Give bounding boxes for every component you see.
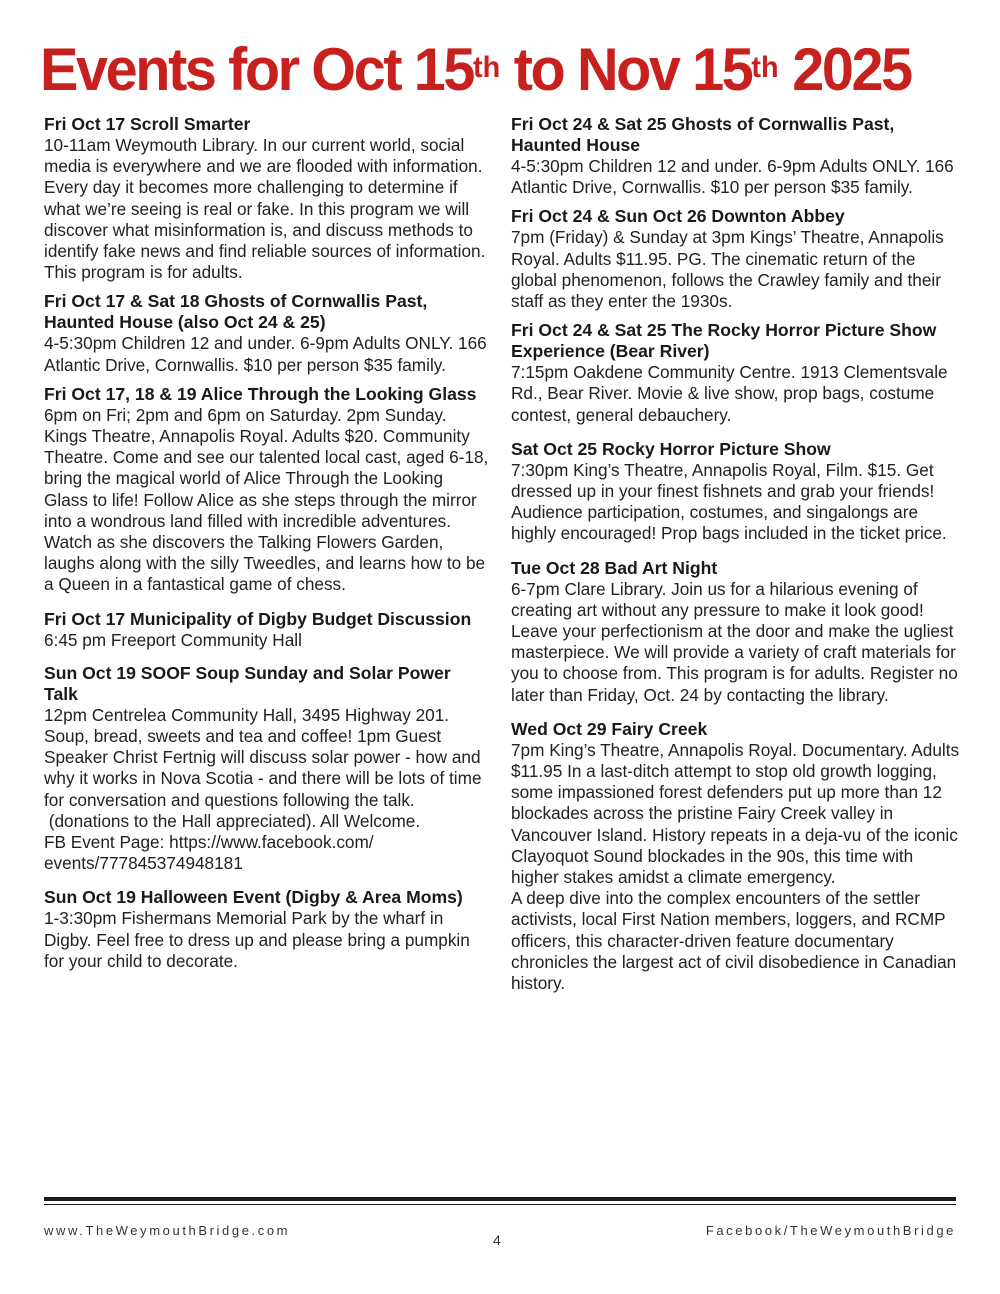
event-title: Fri Oct 24 & Sat 25 Ghosts of Cornwallis Past, Haunted House [511, 114, 895, 155]
event-description-main: 12pm Centrelea Community Hall, 3495 Highway 201. Soup, bread, sweets and tea and coffee! 1pm Guest Speaker Christ Fertnig will discuss solar power - how and why it works in Nova Scotia - and there will be lots of time for conversation and questions following the talk. [44, 704, 482, 810]
event-description: 6:45 pm Freeport Community Hall [44, 629, 302, 650]
event-description [511, 740, 963, 994]
event-alice-looking-glass [44, 384, 489, 596]
event-description-donations: (donations to the Hall appreciated). All Welcome. [44, 810, 421, 831]
event-title: Sun Oct 19 SOOF Soup Sunday and Solar Power Talk [44, 662, 451, 704]
event-facebook-link[interactable]: FB Event Page: https://www.facebook.com/ events/777845374948181 [44, 832, 374, 874]
event-description: 10-11am Weymouth Library. In our current world, social media is everywhere and we are flooded with information. Every day it becomes more challenging to determine if what we’re seeing is real or fake. In this program we will discover what misinformation is, and discuss methods to identify fake news and find reliable sources of information. This program is for adults. [44, 135, 486, 283]
left-column [44, 114, 489, 972]
event-ghosts-cornwallis-oct24 [511, 114, 963, 198]
event-title: Sun Oct 19 Halloween Event (Digby & Area Moms) [44, 887, 463, 908]
event-digby-budget [44, 609, 489, 651]
event-title: Fri Oct 24 & Sun Oct 26 Downton Abbey [511, 206, 845, 227]
event-description: 4-5:30pm Children 12 and under. 6-9pm Adults ONLY. 166 Atlantic Drive, Cornwallis. $10 per person $35 family. [44, 333, 487, 375]
event-description-main: 7pm King’s Theatre, Annapolis Royal. Documentary. Adults $11.95 In a last-ditch attempt to stop old growth logging, some impassioned forest defenders put up more than 12 blockades across the pristine Fairy Creek valley in Vancouver Island. History repeats in a deja-vu of the iconic Clayoquot Sound blockades in the 90s, this time with higher stakes amidst a climate emergency. [511, 739, 960, 888]
event-fairy-creek [511, 719, 963, 994]
event-bad-art-night [511, 558, 963, 706]
footer-facebook[interactable]: Facebook/TheWeymouthBridge [705, 1223, 956, 1238]
event-halloween-digby [44, 887, 489, 972]
event-description: 7pm (Friday) & Sunday at 3pm Kings’ Theatre, Annapolis Royal. Adults $11.95. PG. The cinematic return of the global phenomenon, follows the Crawley family and their staff as they enter the 1930s. [511, 227, 944, 312]
event-description: 7:15pm Oakdene Community Centre. 1913 Clementsvale Rd., Bear River. Movie & live show, prop bags, costume contest, general debauchery. [511, 362, 948, 425]
event-description: 6pm on Fri; 2pm and 6pm on Saturday. 2pm Sunday. Kings Theatre, Annapolis Royal. Adults $20. Community Theatre. Come and see our talented local cast, aged 6-18, bring the magical world of Alice Through the Looking Glass to life! Follow Alice as she steps through the mirror into a wondrous land filled with incredible adventures. Watch as she discovers the Talking Flowers Garden, laughs along with the silly Tweedles, and learns how to be a Queen in a fantastical game of chess. [44, 404, 489, 595]
event-description: 1-3:30pm Fishermans Memorial Park by the wharf in Digby. Feel free to dress up and please bring a pumpkin for your child to decorate. [44, 908, 470, 971]
event-scroll-smarter [44, 114, 489, 283]
footer-divider-thin [44, 1204, 956, 1205]
event-title: Fri Oct 24 & Sat 25 The Rocky Horror Picture Show Experience (Bear River) [511, 320, 937, 362]
event-description: 7:30pm King’s Theatre, Annapolis Royal, Film. $15. Get dressed up in your finest fishnets and grab your friends! Audience participation, costumes, and singalongs are highly encouraged! Prop bags included in the ticket price. [511, 459, 947, 544]
event-description: 4-5:30pm Children 12 and under. 6-9pm Adults ONLY. 166 Atlantic Drive, Cornwallis. $10 per person $35 family. [511, 156, 954, 198]
event-title: Fri Oct 17 & Sat 18 Ghosts of Cornwallis Past, Haunted House (also Oct 24 & 25) [44, 291, 428, 333]
event-description-extra: A deep dive into the complex encounters of the settler activists, local First Nation members, loggers, and RCMP officers, this character-driven feature documentary chronicles the largest act of civil disobedience in Canadian history. [511, 888, 957, 994]
event-description: 6-7pm Clare Library. Join us for a hilarious evening of creating art without any pressure to make it look good! Leave your perfectionism at the door and make the ugliest masterpiece. We will provide a variety of craft materials for you to choose from. This program is for adults. Register no later than Friday, Oct. 24 by contacting the library. [511, 578, 958, 705]
event-description [44, 705, 489, 875]
footer-divider [44, 1197, 956, 1201]
footer-website[interactable]: www.TheWeymouthBridge.com [44, 1223, 291, 1238]
event-title: Wed Oct 29 Fairy Creek [511, 718, 708, 739]
event-title: Sat Oct 25 Rocky Horror Picture Show [511, 438, 831, 459]
event-rocky-horror-kings [511, 439, 963, 545]
event-rocky-horror-bear-river [511, 320, 963, 426]
page-number: 4 [493, 1232, 501, 1248]
event-title: Fri Oct 17 Municipality of Digby Budget Discussion [44, 608, 472, 629]
event-title: Fri Oct 17 Scroll Smarter [44, 114, 251, 134]
event-downton-abbey [511, 206, 963, 312]
event-title: Fri Oct 17, 18 & 19 Alice Through the Looking Glass [44, 383, 477, 404]
right-column [511, 114, 963, 994]
page-title: Events for Oct 15th to Nov 15th 2025 [40, 36, 911, 103]
event-title: Tue Oct 28 Bad Art Night [511, 557, 718, 578]
event-soof-soup-sunday [44, 663, 489, 875]
event-ghosts-cornwallis-oct17 [44, 291, 489, 375]
